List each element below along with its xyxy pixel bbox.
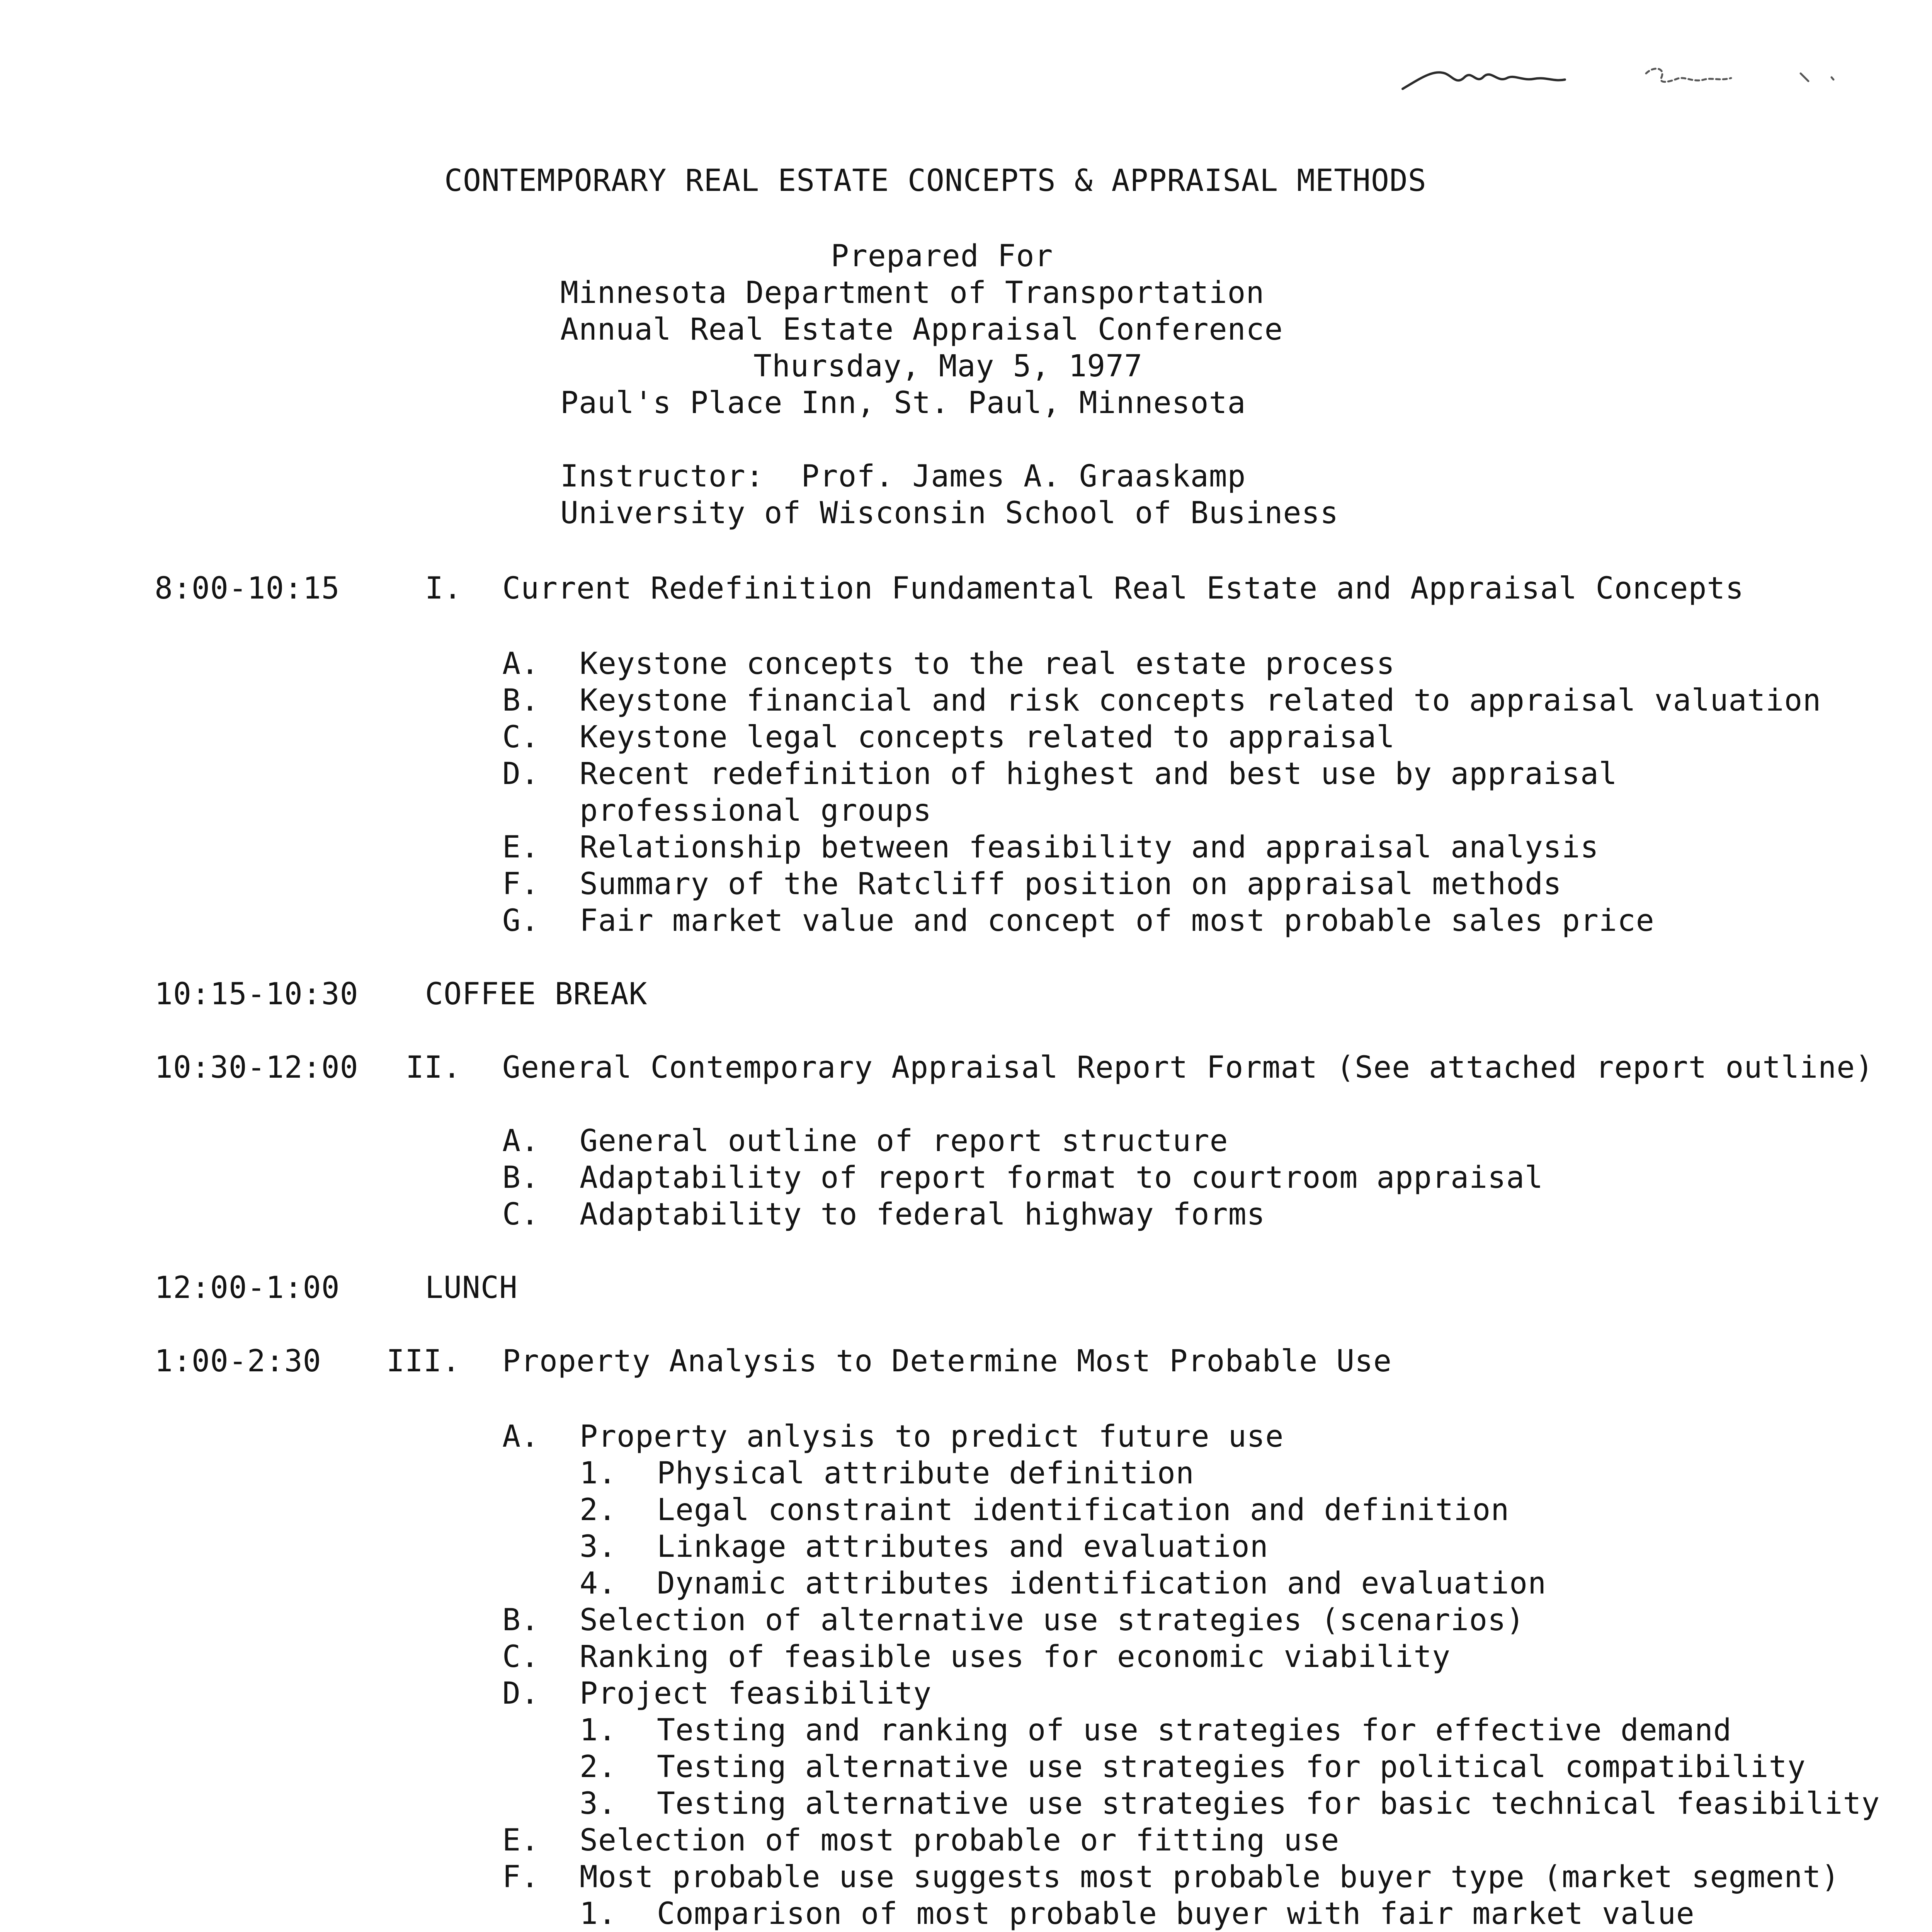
document-title: CONTEMPORARY REAL ESTATE CONCEPTS & APPRAISAL METHODS [444, 163, 1427, 198]
item-text: General outline of report structure [580, 1124, 1228, 1158]
item-text: Selection of alternative use strategies (scenarios) [580, 1603, 1525, 1638]
item-text: Keystone financial and risk concepts related to appraisal valuation [580, 683, 1821, 718]
item-letter: C. [502, 720, 539, 755]
item-text: Adaptability to federal highway forms [580, 1197, 1265, 1232]
item-text: Most probable use suggests most probable buyer type (market segment) [580, 1860, 1840, 1895]
item-letter: G. [502, 903, 539, 938]
item-letter: B. [502, 1603, 539, 1638]
subitem-text: Legal constraint identification and definition [657, 1493, 1510, 1527]
item-letter: D. [502, 757, 539, 791]
item-letter: C. [502, 1197, 539, 1232]
item-text-continued: professional groups [580, 793, 932, 828]
break-title: COFFEE BREAK [425, 977, 648, 1012]
item-letter: E. [502, 830, 539, 865]
subitem-number: 4. [580, 1566, 617, 1601]
item-letter: A. [502, 1124, 539, 1158]
break-title: LUNCH [425, 1270, 518, 1305]
session-time: 1:00-2:30 [155, 1344, 321, 1379]
subitem-text: Testing and ranking of use strategies for effective demand [657, 1713, 1732, 1748]
item-text: Keystone legal concepts related to appraisal [580, 720, 1395, 755]
conference-name: Annual Real Estate Appraisal Conference [560, 312, 1283, 347]
session-time: 10:30-12:00 [155, 1050, 359, 1085]
session-numeral: II. [406, 1050, 461, 1085]
subitem-number: 1. [580, 1896, 617, 1931]
prepared-for: Prepared For [831, 239, 1053, 274]
subitem-text: Linkage attributes and evaluation [657, 1529, 1269, 1564]
subitem-number: 1. [580, 1713, 617, 1748]
subitem-number: 3. [580, 1529, 617, 1564]
item-letter: A. [502, 646, 539, 681]
session-time: 8:00-10:15 [155, 571, 340, 606]
conference-date: Thursday, May 5, 1977 [753, 349, 1143, 384]
subitem-text: Dynamic attributes identification and evaluation [657, 1566, 1547, 1601]
subitem-number: 2. [580, 1493, 617, 1527]
session-time: 12:00-1:00 [155, 1270, 340, 1305]
organization: Minnesota Department of Transportation [560, 276, 1265, 310]
session-title: General Contemporary Appraisal Report Format (See attached report outline) [502, 1050, 1874, 1085]
item-text: Adaptability of report format to courtroom appraisal [580, 1160, 1543, 1195]
item-text: Ranking of feasible uses for economic viability [580, 1639, 1451, 1674]
affiliation: University of Wisconsin School of Business [560, 496, 1339, 531]
item-text: Relationship between feasibility and appraisal analysis [580, 830, 1599, 865]
subitem-number: 3. [580, 1786, 617, 1821]
item-letter: E. [502, 1823, 539, 1858]
handwritten-signature [1399, 46, 1843, 100]
session-time: 10:15-10:30 [155, 977, 359, 1012]
subitem-text: Testing alternative use strategies for basic technical feasibility [657, 1786, 1880, 1821]
item-text: Fair market value and concept of most probable sales price [580, 903, 1655, 938]
subitem-text: Physical attribute definition [657, 1456, 1194, 1491]
subitem-number: 2. [580, 1750, 617, 1784]
item-text: Project feasibility [580, 1676, 932, 1711]
item-letter: F. [502, 867, 539, 901]
session-title: Current Redefinition Fundamental Real Estate and Appraisal Concepts [502, 571, 1744, 606]
item-text: Keystone concepts to the real estate process [580, 646, 1395, 681]
session-numeral: III. [386, 1344, 461, 1379]
item-letter: B. [502, 683, 539, 718]
item-letter: F. [502, 1860, 539, 1895]
session-numeral: I. [425, 571, 462, 606]
item-letter: D. [502, 1676, 539, 1711]
item-text: Summary of the Ratcliff position on appraisal methods [580, 867, 1562, 901]
item-text: Selection of most probable or fitting use [580, 1823, 1340, 1858]
item-letter: C. [502, 1639, 539, 1674]
item-text: Property anlysis to predict future use [580, 1419, 1284, 1454]
subitem-number: 1. [580, 1456, 617, 1491]
subitem-text: Comparison of most probable buyer with fair market value [657, 1896, 1695, 1931]
item-letter: A. [502, 1419, 539, 1454]
instructor: Instructor: Prof. James A. Graaskamp [560, 459, 1246, 494]
conference-venue: Paul's Place Inn, St. Paul, Minnesota [560, 386, 1246, 420]
session-title: Property Analysis to Determine Most Probable Use [502, 1344, 1392, 1379]
subitem-text: Testing alternative use strategies for political compatibility [657, 1750, 1806, 1784]
item-text: Recent redefinition of highest and best use by appraisal [580, 757, 1617, 791]
item-letter: B. [502, 1160, 539, 1195]
